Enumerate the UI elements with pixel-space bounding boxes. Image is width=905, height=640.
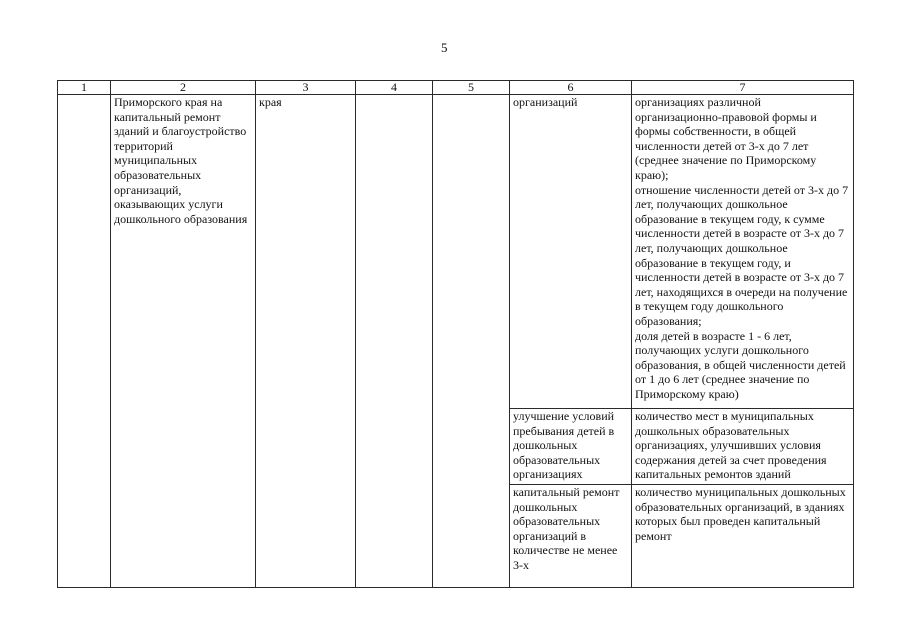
cell-indicators: количество мест в муниципальных дошкольных образовательных организациях, улучшивших условия содержания детей за счет проведения капитальных ремонтов зданий <box>632 409 854 485</box>
indicator-paragraph: отношение численности детей от 3-х до 7 лет, получающих дошкольное образование в текущем году, к сумме численности детей в возрасте от 3-х до 7 лет, получающих дошкольное образование в текущем году, и численности детей в возрасте от 3-х до 7 лет, находящихся в очереди на получение в текущем году дошкольного образования; <box>635 182 849 328</box>
column-header-3: 3 <box>256 81 356 95</box>
cell-indicators: количество муниципальных дошкольных образовательных организаций, в зданиях которых был проведен капитальный ремонт <box>632 485 854 588</box>
table-row <box>58 95 854 409</box>
data-table <box>57 80 854 588</box>
cell-task: улучшение условий пребывания детей в дошкольных образовательных организациях <box>510 409 632 485</box>
cell-task: капитальный ремонт дошкольных образовательных организаций в количестве не менее 3-х <box>510 485 632 588</box>
column-header-2: 2 <box>111 81 256 95</box>
indicator-paragraph: организациях различной организационно-правовой формы и формы собственности, в общей численности детей от 3-х до 7 лет (среднее значение по Приморскому краю); <box>635 95 817 182</box>
cell-task: организаций <box>510 95 632 409</box>
header-row <box>58 81 854 95</box>
cell-col3: края <box>256 95 356 588</box>
cell-program-description: Приморского края на капитальный ремонт зданий и благоустройство территорий муниципальных образовательных организаций, оказывающих услуги дошкольного образования <box>111 95 256 588</box>
indicator-paragraph: доля детей в возрасте 1 - 6 лет, получающих услуги дошкольного образования, в общей численности детей от 1 до 6 лет (среднее значение по Приморскому краю) <box>635 328 846 401</box>
page-number: 5 <box>441 40 448 55</box>
column-header-5: 5 <box>433 81 510 95</box>
cell-col4 <box>356 95 433 588</box>
cell-indicators <box>632 95 854 409</box>
column-header-7: 7 <box>632 81 854 95</box>
column-header-6: 6 <box>510 81 632 95</box>
column-header-4: 4 <box>356 81 433 95</box>
cell-col5 <box>433 95 510 588</box>
column-header-1: 1 <box>58 81 111 95</box>
cell-col1 <box>58 95 111 588</box>
